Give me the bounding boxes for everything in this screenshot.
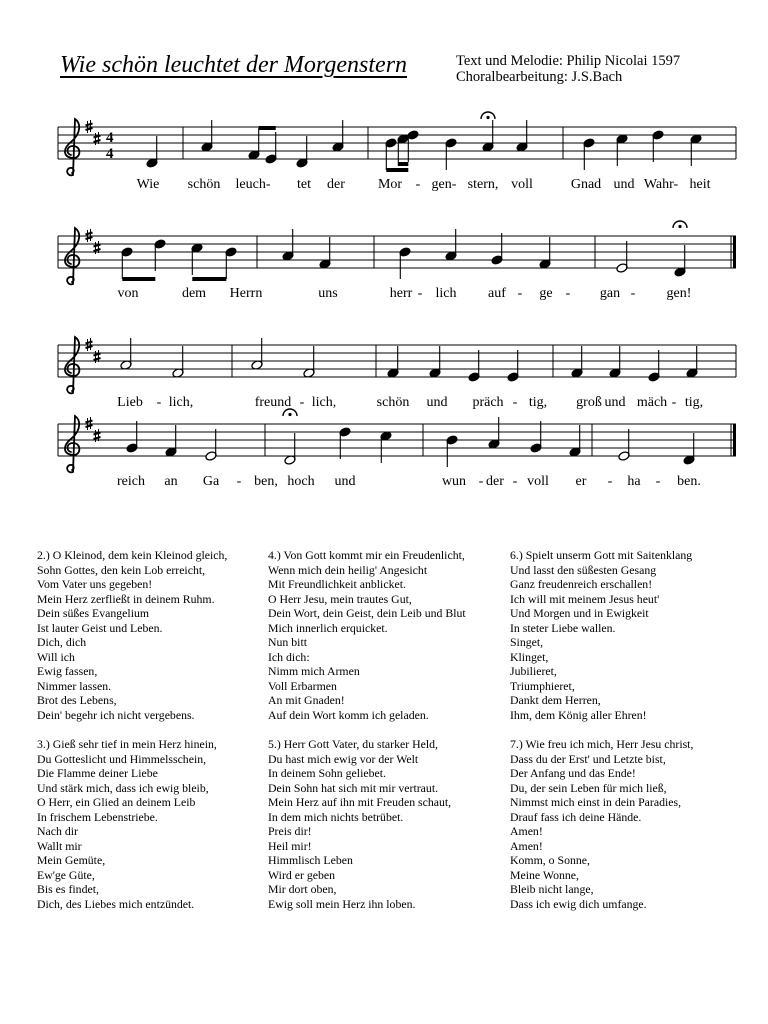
sharp-bar [86,128,93,130]
verse-line: Dass du der Erst' und Letzte bist, [510,751,666,766]
note [616,241,628,273]
verse-line: Bis es findet, [37,882,99,896]
verse-line: Du hast mich ewig vor der Welt [268,751,419,766]
lyric-syllable: wun [441,474,467,489]
lyric-syllable: - [607,474,613,489]
fermata-dot [678,225,681,228]
verse-line: Jubilieret, [510,664,557,678]
lyric-syllable: - [655,474,661,489]
note [319,237,331,269]
lyric-syllable: - [671,395,677,410]
verse-line: Wenn mich dein heilig' Angesicht [268,562,428,577]
note [690,134,702,166]
note [380,431,392,463]
note [121,247,133,279]
sharp-bar [86,342,93,344]
verse-line: In dem mich nichts betrübet. [268,809,404,824]
verse-line: In deinem Sohn geliebet. [268,766,386,780]
verse-line: Nach dir [37,824,78,838]
lyric-syllable: - [478,474,484,489]
verse-line: Du Gotteslicht und Himmelsschein, [37,751,207,766]
verse-line: Drauf fass ich deine Hände. [510,809,642,824]
verse-line: Dankt dem Herren, [510,693,601,707]
note [609,346,621,378]
note [172,346,184,378]
note [205,429,217,461]
note [539,237,551,269]
lyric-syllable: dem [181,286,207,301]
verse-line: Dich, des Liebes mich entzündet. [37,896,195,911]
verse-line: Amen! [510,838,543,853]
lyric-syllable: - [512,395,518,410]
verse-line: Preis dir! [268,824,312,838]
note [491,233,503,265]
verse-line: Ich will mit meinem Jesus heut' [510,591,660,606]
note [488,417,500,449]
lyric-syllable: Wie [136,177,160,192]
fermata-dot [486,116,489,119]
sharp-bar [86,421,93,423]
lyric-syllable: gen! [666,286,692,301]
lyric-syllable: schön [187,177,221,192]
verse-line: 7.) Wie freu ich mich, Herr Jesu christ, [510,737,694,751]
verse-6 [510,548,755,722]
verse-line: Ewig soll mein Herz ihn loben. [268,896,416,911]
lyric-syllable: ben. [677,474,701,489]
verse-line: 5.) Herr Gott Vater, du starker Held, [268,737,438,751]
verse-line: Ich dich: [268,649,310,664]
lyric-syllable: er [575,474,587,489]
note [201,120,213,152]
verse-line: Dein' begehr ich nicht vergebens. [37,707,195,722]
verse-3 [37,737,282,911]
lyric-syllable: präch [472,395,504,410]
verse-line: Klinget, [510,649,549,664]
lyric-syllable: leuch- [235,177,271,192]
credits [456,53,680,85]
verse-4 [268,548,513,722]
note [482,120,494,152]
sharp-bar [94,437,101,439]
lyric-syllable: - [415,177,421,192]
lyric-syllable: und [426,395,448,410]
sharp-bar [94,245,101,247]
note [399,247,411,279]
verse-line: Nimmer lassen. [37,678,112,693]
verse-line: Ist lauter Geist und Leben. [37,620,163,635]
lyric-syllable: ha [627,474,641,489]
time-signature [106,130,114,162]
verse-line: 6.) Spielt unserm Gott mit Saitenklang [510,548,693,562]
note [530,421,542,453]
lyric-syllable: an [164,474,178,489]
verse-line: Wird er geben [268,867,335,882]
note [583,138,595,170]
sharp-bar [86,346,93,348]
sharp-bar [94,354,101,356]
verse-line: Dein süßes Evangelium [37,606,150,620]
note [296,136,308,168]
verse-line: Voll Erbarmen [268,678,337,693]
verse-line: Mich innerlich erquicket. [268,620,388,635]
lyric-syllable: - [565,286,571,301]
staff-2 [0,224,768,284]
note [387,346,399,378]
lyric-syllable: Herrn [229,286,263,301]
verse-line: Heil mir! [268,838,312,853]
sharp-bar [94,249,101,251]
verse-line: Brot des Lebens, [37,693,117,707]
lyric-syllable: voll [527,474,549,489]
note [616,134,628,166]
note [282,229,294,261]
verse-line: Meine Wonne, [510,867,579,882]
lyric-syllable: der [486,474,504,489]
fermata-dot [288,413,291,416]
lyric-syllable: tig, [528,395,548,410]
verse-line: Ewig fassen, [37,664,98,678]
verse-line: Mit Freundlichkeit anblicket. [268,577,406,591]
lyric-syllable: mäch [636,395,668,410]
time-signature-denominator: 4 [106,146,114,162]
verse-line: Mein Herz zerfließt in deinem Ruhm. [37,591,215,606]
lyric-syllable: auf [488,286,506,301]
lyric-syllable: stern, [467,177,499,192]
lyric-syllable: lich, [311,395,337,410]
verse-line: Ihm, dem König aller Ehren! [510,707,647,722]
verse-line: Auf dein Wort komm ich geladen. [268,707,429,722]
lyric-syllable: gan [599,286,621,301]
staff-1 [0,115,768,175]
verse-line: Ew'ge Güte, [37,867,95,882]
lyric-syllable: tig, [684,395,704,410]
verse-line: Wallt mir [37,838,82,853]
lyric-syllable: - [156,395,162,410]
lyric-syllable: Ga [202,474,220,489]
verse-line: Amen! [510,824,543,838]
lyric-syllable: heit [689,177,711,192]
lyric-syllable: Lieb [117,395,143,410]
verse-line: Dein Sohn hat sich mit mir vertraut. [268,780,439,795]
verse-7 [510,737,755,911]
lyric-syllable: - [299,395,305,410]
verse-line: Mir dort oben, [268,882,337,896]
note [248,128,260,160]
verse-line: Nimm mich Armen [268,664,360,678]
verse-line: Der Anfang und das Ende! [510,766,636,780]
verse-line: Ganz freudenreich erschallen! [510,577,653,591]
lyric-syllable: der [327,177,345,192]
verse-line: Singet, [510,635,544,649]
verse-line: 2.) O Kleinod, dem kein Kleinod gleich, [37,548,228,562]
note [251,338,263,370]
verse-line: Die Flamme deiner Liebe [37,766,158,780]
lyric-syllable: groß [576,395,602,410]
lyric-syllable: - [417,286,423,301]
verse-line: In steter Liebe wallen. [510,620,616,635]
sharp-bar [86,237,93,239]
lyric-syllable: - [512,474,518,489]
note [516,120,528,152]
lyric-syllable: gen- [431,177,457,192]
note [225,247,237,279]
verse-line: Sohn Gottes, den kein Lob erreicht, [37,562,206,577]
lyric-syllable: reich [117,474,145,489]
note [652,130,664,162]
hymn-title: Wie schön leuchtet der Morgenstern [60,52,408,78]
note [407,130,419,162]
sharp-bar [86,425,93,427]
verse-line: 3.) Gieß sehr tief in mein Herz hinein, [37,737,217,751]
note [332,120,344,152]
note [154,239,166,271]
verse-line: O Herr, ein Glied an deinem Leib [37,795,196,809]
note [265,132,277,164]
note [571,346,583,378]
note [146,136,158,168]
sharp-bar [94,433,101,435]
note [683,433,695,465]
verse-line: Dass ich ewig dich umfange. [510,896,647,911]
verse-line: Mein Herz auf ihn mit Freuden schaut, [268,795,452,809]
note [648,350,660,382]
lyric-syllable: von [117,286,139,301]
fermata-icon [481,112,495,119]
sharp-bar [94,140,101,142]
note [191,243,203,275]
sharp-bar [86,233,93,235]
verse-line: Nimmst mich einst in dein Paradies, [510,795,682,809]
verse-line: Dich, dich [37,635,87,649]
lyric-syllable: ge [539,286,553,301]
note [507,350,519,382]
lyric-syllable: - [517,286,523,301]
sharp-bar [94,358,101,360]
lyric-syllable: lich, [168,395,194,410]
verse-line: Bleib nicht lange, [510,882,594,896]
note [303,346,315,378]
note [674,245,686,277]
lyric-syllable: schön [376,395,410,410]
verse-line: An mit Gnaden! [268,693,345,707]
verse-line: Will ich [37,649,75,664]
note [429,346,441,378]
staff-4 [0,412,768,472]
lyric-syllable: und [334,474,356,489]
note [339,427,351,459]
sharp-bar [94,136,101,138]
time-signature-numerator: 4 [106,130,114,146]
lyric-syllable: Gnad [570,177,602,192]
lyric-syllable: und [604,395,626,410]
note [468,350,480,382]
note [445,138,457,170]
lyric-syllable: und [613,177,635,192]
verse-line: Du, der sein Leben für mich ließ, [510,780,667,795]
lyric-syllable: - [236,474,242,489]
verse-line: Vom Vater uns gegeben! [37,577,153,591]
note [618,429,630,461]
sharp-bar [86,124,93,126]
note [445,229,457,261]
verse-line: Mein Gemüte, [37,853,106,867]
verse-line: Dein Wort, dein Geist, dein Leib und Blut [268,606,466,620]
verse-line: Komm, o Sonne, [510,853,590,867]
note [165,425,177,457]
note [397,134,409,166]
verse-line: In frischem Lebenstriebe. [37,809,158,824]
note [686,346,698,378]
verse-2 [37,548,282,722]
verse-line: Und Morgen und in Ewigkeit [510,606,649,620]
lyric-syllable: - [630,286,636,301]
lyric-syllable: lich [435,286,457,301]
lyric-syllable: ben, [254,474,278,489]
lyric-syllable: Mor [377,177,403,192]
verse-line: 4.) Von Gott kommt mir ein Freudenlicht, [268,548,465,562]
verse-line: Triumphieret, [510,678,575,693]
note [446,435,458,467]
lyric-syllable: freund [254,395,292,410]
verse-line: Und lasst den süßesten Gesang [510,562,657,577]
note [569,425,581,457]
lyric-syllable: tet [297,177,311,192]
fermata-icon [673,221,687,228]
verse-line: Himmlisch Leben [268,853,353,867]
note [284,433,296,465]
staff-3 [0,333,768,393]
lyric-syllable: herr [389,286,413,301]
verse-line: O Herr Jesu, mein trautes Gut, [268,591,412,606]
lyric-syllable: uns [318,286,338,301]
note [120,338,132,370]
verse-line: Nun bitt [268,635,307,649]
credit-arrangement: Choralbearbeitung: J.S.Bach [456,69,623,85]
lyric-syllable: voll [511,177,533,192]
note [126,421,138,453]
verse-line: Und stärk mich, dass ich ewig bleib, [37,780,209,795]
credit-text-melody: Text und Melodie: Philip Nicolai 1597 [456,53,681,69]
lyric-syllable: hoch [287,474,315,489]
verse-5 [268,737,513,911]
lyric-syllable: Wahr- [643,177,679,192]
